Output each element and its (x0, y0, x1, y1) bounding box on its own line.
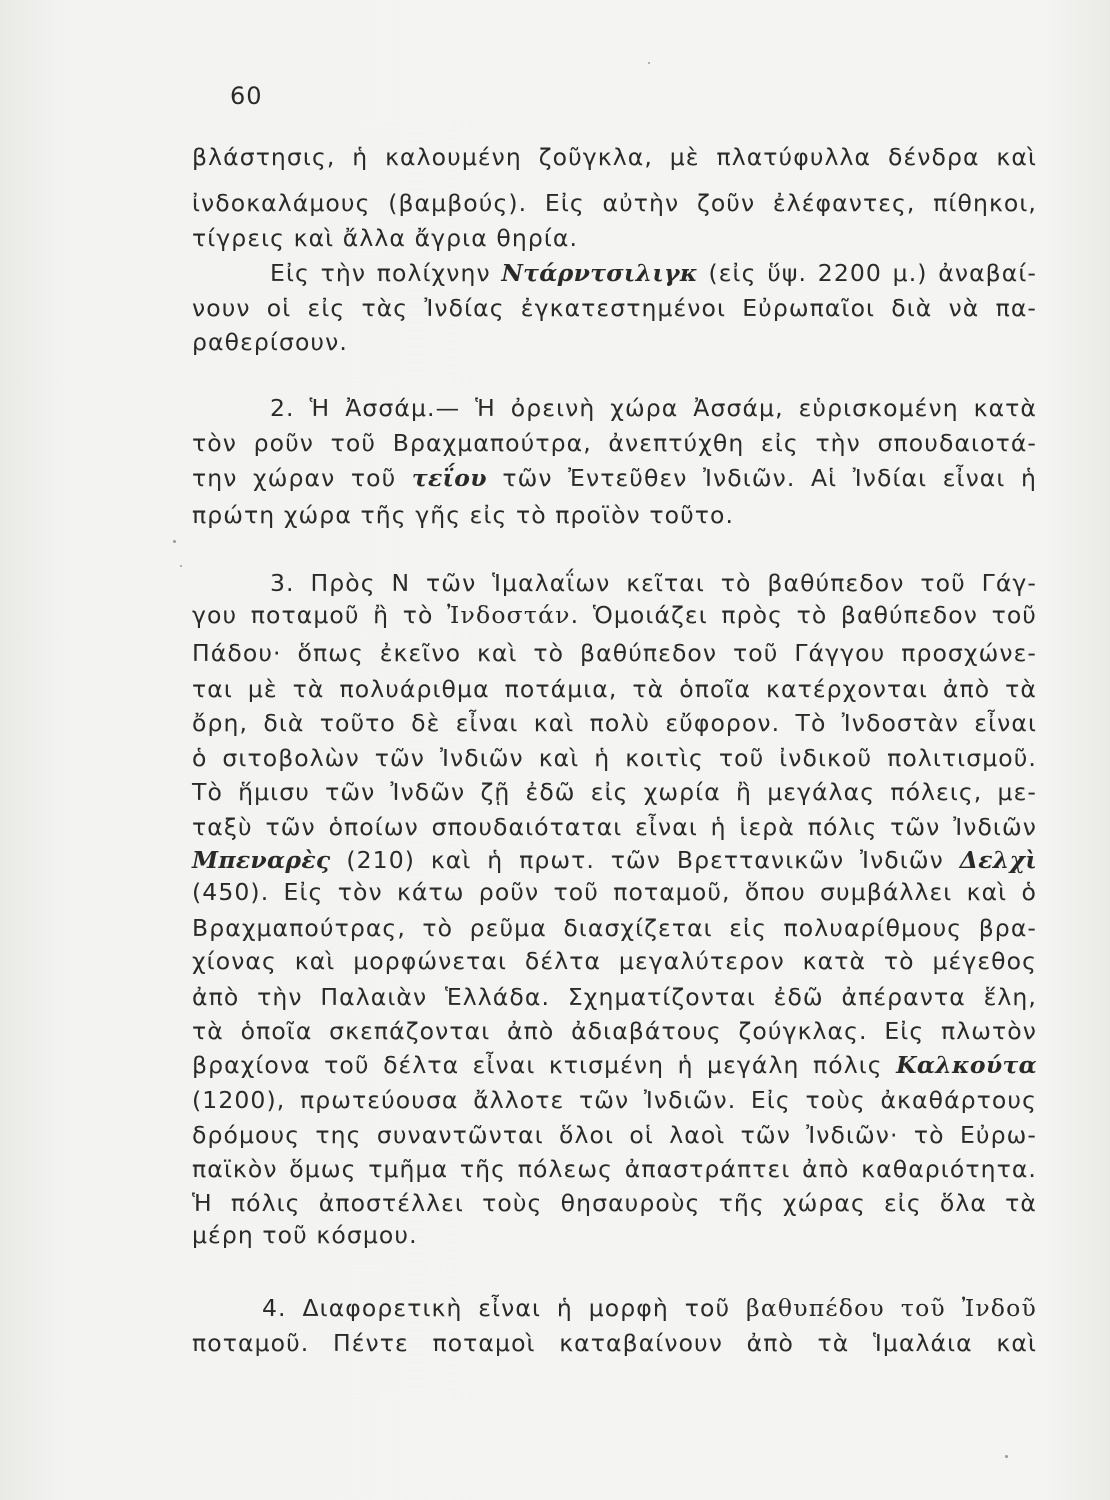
text-span: (εἰς ὕψ. 2200 μ.) ἀναβαί- (697, 259, 1037, 287)
text-line: Τὸ ἥμισυ τῶν Ἰνδῶν ζῇ ἐδῶ εἰς χωρία ἢ μεγάλας πόλεις, με- (192, 778, 1037, 806)
text-line: ποταμοῦ. Πέντε ποταμοὶ καταβαίνουν ἀπὸ τὰ Ἱμαλάια καὶ (192, 1329, 1037, 1357)
page-number: 60 (230, 82, 263, 110)
text-line: ἰνδοκαλάμους (βαμβούς). Εἰς αὐτὴν ζοῦν ἐλέφαντες, πίθηκοι, (192, 189, 1037, 217)
term-indus-plain: βαθυπέδου τοῦ Ἰνδοῦ (746, 1294, 1037, 1322)
text-line: Ἡ πόλις ἀποστέλλει τοὺς θησαυροὺς τῆς χώρας εἰς ὅλα τὰ (192, 1189, 1037, 1217)
city-calcutta: Καλκούτα (896, 1051, 1037, 1079)
text-line: τίγρεις καὶ ἄλλα ἄγρια θηρία. (192, 224, 579, 252)
section-heading-line: 3. Πρὸς Ν τῶν Ἱμαλαΐων κεῖται τὸ βαθύπεδον τοῦ Γάγ- (270, 569, 1037, 597)
section-heading-line (262, 1293, 1037, 1323)
text-line: ὄρη, διὰ τοῦτο δὲ εἶναι καὶ πολὺ εὔφορον. Τὸ Ἰνδοστὰν εἶναι (192, 709, 1037, 737)
text-span: . Ὁμοιάζει πρὸς τὸ βαθύπεδον τοῦ (570, 601, 1037, 629)
text-line: ραθερίσουν. (192, 328, 348, 356)
scan-speck (648, 62, 650, 64)
text-line: νουν οἱ εἰς τὰς Ἰνδίας ἐγκατεστημένοι Εὐρωπαῖοι διὰ νὰ πα- (192, 294, 1037, 322)
text-line: ται μὲ τὰ πολυάριθμα ποτάμια, τὰ ὁποῖα κατέρχονται ἀπὸ τὰ (192, 675, 1037, 703)
text-line: ἀπὸ τὴν Παλαιὰν Ἑλλάδα. Σχηματίζονται ἐδῶ ἀπέραντα ἕλη, (192, 983, 1037, 1011)
scan-speck (180, 565, 182, 567)
term-indostan: Ἰνδοστάν (447, 601, 571, 629)
city-delhi: Δελχὶ (959, 846, 1037, 874)
text-line: χίονας καὶ μορφώνεται δέλτα μεγαλύτερον κατὰ τὸ μέγεθος (192, 947, 1037, 975)
text-line (192, 463, 1037, 493)
section-heading-line: 2. Ἡ Ἀσσάμ.— Ἡ ὀρεινὴ χώρα Ἀσσάμ, εὑρισκομένη κατὰ (270, 394, 1037, 422)
text-span: Εἰς τὴν πολίχνην (270, 259, 502, 287)
text-span: 4. Διαφορετικὴ εἶναι ἡ μορφὴ τοῦ (262, 1294, 747, 1322)
text-line: τὰ ὁποῖα σκεπάζονται ἀπὸ ἀδιαβάτους ζούγκλας. Εἰς πλωτὸν (192, 1017, 1037, 1045)
city-benares: Μπεναρὲς (192, 846, 331, 874)
text-line: Βραχμαπούτρας, τὸ ρεῦμα διασχίζεται εἰς πολυαρίθμους βρα- (192, 914, 1037, 942)
text-line: Πάδου· ὅπως ἐκεῖνο καὶ τὸ βαθύπεδον τοῦ Γάγγου προσχώνε- (192, 639, 1037, 667)
place-name-darjeeling: Ντάρντσιλιγκ (501, 259, 698, 287)
text-span: τῶν Ἐντεῦθεν Ἰνδιῶν. Αἱ Ἰνδίαι εἶναι ἡ (486, 464, 1038, 492)
text-line (192, 1050, 1037, 1080)
text-line: τὸν ροῦν τοῦ Βραχμαπούτρα, ἀνεπτύχθη εἰς τὴν σπουδαιοτά- (192, 429, 1037, 457)
text-line: (450). Εἰς τὸν κάτω ροῦν τοῦ ποταμοῦ, ὅπου συμβάλλει καὶ ὁ (192, 878, 1037, 906)
text-line: ταξὺ τῶν ὁποίων σπουδαιόταται εἶναι ἡ ἱερὰ πόλις τῶν Ἰνδιῶν (192, 813, 1037, 841)
text-line (270, 258, 1037, 288)
text-span: γου ποταμοῦ ἢ τὸ (192, 601, 448, 629)
text-span: βραχίονα τοῦ δέλτα εἶναι κτισμένη ἡ μεγάλη πόλις (192, 1051, 897, 1079)
text-line (192, 845, 1037, 875)
text-span: (210) καὶ ἡ πρωτ. τῶν Βρεττανικῶν Ἰνδιῶν (330, 846, 960, 874)
text-line: δρόμους της συναντῶνται ὅλοι οἱ λαοὶ τῶν Ἰνδιῶν· τὸ Εὐρω- (192, 1121, 1037, 1149)
term-tea: τεΐου (411, 464, 487, 492)
text-line: μέρη τοῦ κόσμου. (192, 1221, 418, 1249)
text-line: ὁ σιτοβολὼν τῶν Ἰνδιῶν καὶ ἡ κοιτὶς τοῦ ἰνδικοῦ πολιτισμοῦ. (192, 744, 1037, 772)
text-line: (1200), πρωτεύουσα ἄλλοτε τῶν Ἰνδιῶν. Εἰς τοὺς ἀκαθάρτους (192, 1086, 1037, 1114)
text-span: την χώραν τοῦ (192, 464, 412, 492)
scan-speck (173, 540, 176, 543)
scan-speck (1005, 1455, 1008, 1458)
text-line: βλάστησις, ἡ καλουμένη ζοῦγκλα, μὲ πλατύφυλλα δένδρα καὶ (192, 143, 1037, 171)
text-line (192, 600, 1037, 630)
text-line: πρώτη χώρα τῆς γῆς εἰς τὸ προϊὸν τοῦτο. (192, 501, 735, 529)
text-line: παϊκὸν ὅμως τμῆμα τῆς πόλεως ἀπαστράπτει ἀπὸ καθαριότητα. (192, 1155, 1037, 1183)
